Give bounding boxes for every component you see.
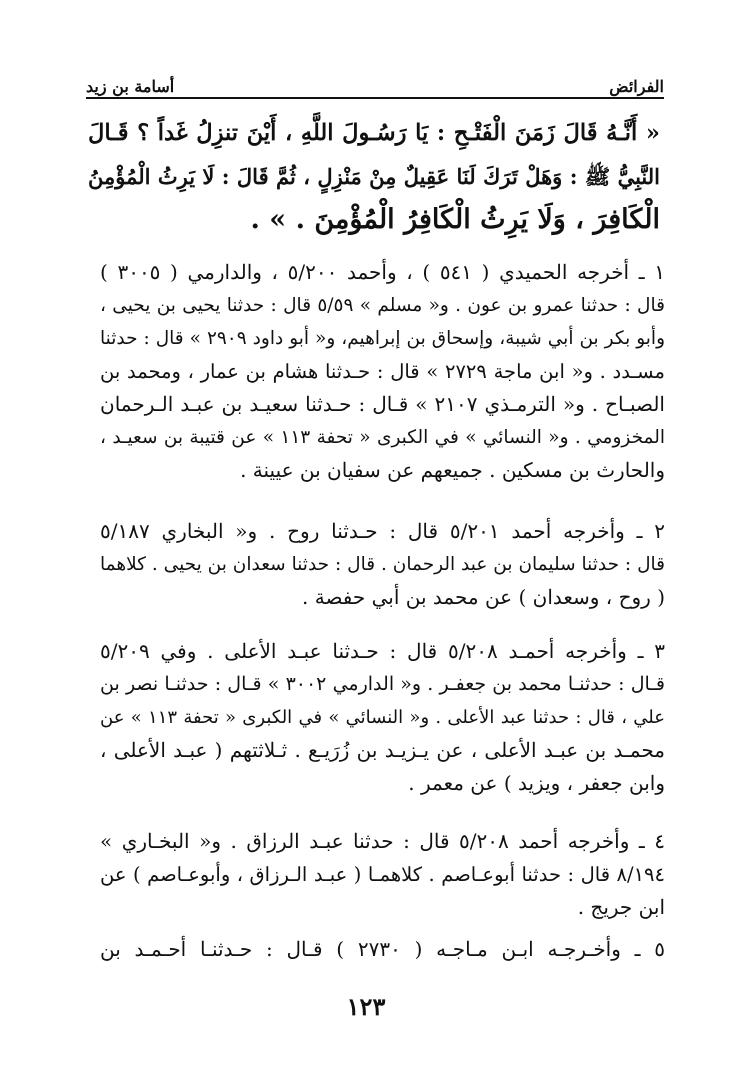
takhrij-note-3 bbox=[100, 635, 665, 800]
running-header bbox=[86, 74, 664, 96]
note-line: الصبـاح . و« الترمـذي ٢١٠٧ » قـال : حـدثنا سعيـد بن عبـد الـرحمان bbox=[100, 392, 665, 416]
takhrij-note-4 bbox=[100, 825, 665, 924]
hadith-text bbox=[88, 112, 660, 241]
note-line: وابن جعفر ، ويزيد ) عن معمر . bbox=[408, 771, 665, 795]
note-line: قـال : حدثنـا محمد بن جعفـر . و« الدارمي ٣٠٠٢ » قـال : حدثنـا نصر بن bbox=[100, 673, 665, 695]
takhrij-note-5 bbox=[100, 933, 665, 966]
note-line: ٣ ـ وأخرجه أحمـد ٥/٢٠٨ قال : حـدثنا عبـد الأعلى . وفي ٥/٢٠٩ bbox=[100, 639, 665, 663]
note-line: ٢ ـ وأخرجه أحمد ٥/٢٠١ قال : حـدثنا روح . و« البخاري ٥/١٨٧ bbox=[100, 519, 665, 543]
note-line: ابن جريج . bbox=[577, 895, 665, 919]
note-line: ٨/١٩٤ قال : حدثنا أبوعـاصم . كلاهمـا ( عبـد الـرزاق ، وأبوعـاصم ) عن bbox=[100, 863, 665, 886]
takhrij-note-1 bbox=[100, 256, 665, 487]
note-line: ( روح ، وسعدان ) عن محمد بن أبي حفصة . bbox=[302, 585, 665, 609]
note-line: المخزومي . و« النسائي » في الكبرى « تحفة ١١٣ » عن قتيبة بن سعيـد ، bbox=[100, 427, 665, 448]
note-line: قال : حدثنا عمرو بن عون . و« مسلم » ٥/٥٩ قال : حدثنا يحيى بن يحيى ، bbox=[100, 295, 665, 316]
note-line: وأبو بكر بن أبي شيبة، وإسحاق بن إبراهيم، و« أبو داود ٢٩٠٩ » قال : حدثنا bbox=[100, 328, 666, 349]
note-line: قال : حدثنا سليمان بن عبد الرحمان . قال : حدثنا سعدان بن يحيى . كلاهما bbox=[100, 554, 665, 575]
header-rule bbox=[86, 97, 664, 99]
page-number: ١٢٣ bbox=[346, 992, 386, 1021]
note-line: والحارث بن مسكين . جميعهم عن سفيان بن عيينة . bbox=[240, 458, 665, 482]
header-narrator-name: أسامة بن زيد bbox=[86, 77, 175, 96]
header-section-title: الفرائض bbox=[609, 77, 664, 96]
note-line: ٤ ـ وأخرجه أحمد ٥/٢٠٨ قال : حدثنا عبـد الرزاق . و« البخـاري » bbox=[100, 829, 665, 853]
note-line: علي ، قال : حدثنا عبد الأعلى . و« النسائي » في الكبرى « تحفة ١١٣ » عن bbox=[100, 707, 665, 728]
hadith-line: الْكَافِرَ ، وَلَا يَرِثُ الْكَافِرُ الْمُؤْمِنَ . » . bbox=[250, 204, 660, 235]
note-line: ١ ـ أخرجه الحميدي ( ٥٤١ ) ، وأحمد ٥/٢٠٠ ، والدارمي ( ٣٠٠٥ ) bbox=[100, 260, 665, 284]
hadith-line: النَّبِيُّ ﷺ : وَهَلْ تَرَكَ لَنَا عَقِيلٌ مِنْ مَنْزِلٍ ، ثُمَّ قَالَ : لَا يَرِثُ الْمُؤْمِنُ bbox=[88, 164, 660, 189]
note-line: مسـدد . و« ابن ماجة ٢٧٢٩ » قال : حـدثنا هشام بن عمار ، ومحمد بن bbox=[100, 360, 665, 383]
hadith-line: « أَنَّـهُ قَالَ زَمَنَ الْفَتْـحِ : يَا رَسُـولَ اللَّهِ ، أَيْنَ تنزِلُ غَداً ؟ قَـالَ bbox=[88, 120, 660, 146]
takhrij-note-2 bbox=[100, 515, 665, 614]
note-line: ٥ ـ وأخـرجـه ابـن مـاجـه ( ٢٧٣٠ ) قـال : حـدثنـا أحـمـد بن bbox=[100, 937, 666, 961]
note-line: محمـد بن عبـد الأعلى ، عن يـزيـد بن زُرَيـع . ثـلاثتهم ( عبـد الأعلى ، bbox=[100, 738, 665, 762]
